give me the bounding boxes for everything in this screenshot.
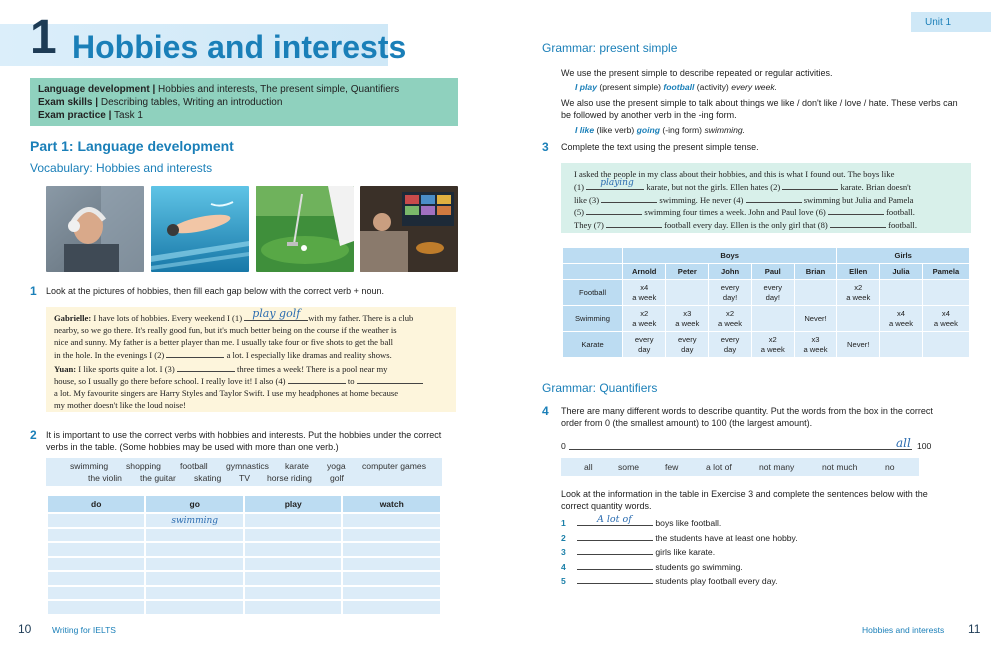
- q3-line3a: like (3): [574, 194, 600, 205]
- quantifier-word: all: [584, 462, 593, 472]
- name-header: Ellen: [837, 264, 880, 280]
- gab-line4b: a lot. I especially like dramas and reality shows.: [226, 349, 392, 360]
- q3-gap-1-answer: playing: [600, 177, 634, 188]
- item-gap[interactable]: [577, 514, 653, 526]
- table-cell: every day!: [709, 280, 752, 306]
- list-item: [561, 516, 798, 531]
- table-cell[interactable]: [47, 586, 145, 601]
- page-number-right: 11: [968, 622, 981, 636]
- unit-number: 1: [30, 11, 57, 64]
- q3-line1: I asked the people in my class about their hobbies, and this is what I found out. The boys like: [574, 169, 895, 179]
- q2-number: 2: [30, 428, 37, 442]
- table-cell: x3 a week: [666, 306, 709, 332]
- table-cell[interactable]: [342, 528, 441, 543]
- hobby-word: horse riding: [267, 473, 312, 483]
- q3-line2b: karate, but not the girls. Ellen hates (2): [646, 181, 781, 192]
- table-cell[interactable]: [47, 542, 145, 557]
- list-item: [561, 574, 798, 589]
- table-cell: x4 a week: [623, 280, 666, 306]
- table-cell[interactable]: [145, 542, 244, 557]
- item-number: 4: [561, 561, 566, 572]
- col-watch: watch: [342, 495, 441, 513]
- table-cell: every day: [623, 332, 666, 358]
- part1-heading: Part 1: Language development: [30, 138, 234, 154]
- table-cell: x2 a week: [751, 332, 794, 358]
- q3-gap-2[interactable]: [782, 181, 838, 190]
- grammar1-p2b: be followed by another verb in the -ing form.: [561, 110, 737, 120]
- table-cell: [922, 280, 969, 306]
- summary-exam-text: Describing tables, Writing an introduction: [100, 97, 283, 108]
- footer-book-title: Writing for IELTS: [52, 625, 116, 635]
- table-cell: Never!: [837, 332, 880, 358]
- table-cell[interactable]: [145, 513, 244, 528]
- quantifier-word: few: [665, 462, 679, 472]
- yuan-label: Yuan:: [54, 363, 77, 374]
- q4-items: [561, 516, 798, 589]
- item-number: 5: [561, 576, 566, 586]
- q4-line1: There are many different words to describe quantity. Put the words from the box in the correct: [561, 406, 933, 416]
- name-header: Julia: [880, 264, 923, 280]
- hobby-word: yoga: [327, 461, 346, 471]
- item-number: 3: [561, 547, 566, 557]
- yuan-line2b: to: [347, 376, 355, 387]
- quantifier-word: a lot of: [706, 462, 732, 472]
- name-header: Pamela: [922, 264, 969, 280]
- q3-text-box: [561, 163, 971, 233]
- list-item: [561, 545, 798, 560]
- item-gap[interactable]: [577, 546, 653, 555]
- yuan-line2a: house, so I usually go there before school. I really love it! I also (4): [54, 376, 286, 387]
- item-text: girls like karate.: [655, 547, 716, 557]
- name-header: John: [709, 264, 752, 280]
- table-cell: [880, 332, 923, 358]
- q3-instruction: Complete the text using the present simple tense.: [561, 142, 759, 152]
- hobby-word: karate: [285, 461, 309, 471]
- gab-line1b: with my father. There is a club: [308, 313, 414, 323]
- table-cell[interactable]: [342, 513, 441, 528]
- q3-gap-7[interactable]: [606, 219, 662, 228]
- item-answer: A lot of: [597, 514, 632, 525]
- table-cell: x2 a week: [623, 306, 666, 332]
- grammar1-p2a: We also use the present simple to talk about things we like / don't like / love / hate. These verbs can: [561, 98, 958, 108]
- name-header: Paul: [751, 264, 794, 280]
- yuan-line1a: I like sports quite a lot. I (3): [78, 363, 175, 374]
- scale-end: 100: [917, 441, 932, 451]
- item-number: 1: [561, 518, 566, 528]
- q3-line2c: karate. Brian doesn't: [840, 181, 912, 192]
- hobby-word: skating: [194, 473, 222, 483]
- item-text: boys like football.: [655, 518, 722, 528]
- photo-tv: [360, 186, 458, 272]
- hobby-word-box: [46, 458, 442, 486]
- photo-headphones: [46, 186, 144, 272]
- item-gap[interactable]: [577, 575, 653, 584]
- ex1-a: I play: [575, 82, 597, 92]
- gab-line2: nearby, so we go there. It's really good fun, but it's much better being on the course if the weather is: [54, 325, 397, 336]
- hobby-word: shopping: [126, 461, 161, 471]
- grammar1-example2: [575, 125, 745, 135]
- q3-number: 3: [542, 140, 549, 154]
- scale-answer: all: [896, 436, 911, 450]
- item-number: 2: [561, 532, 566, 543]
- hobbies-survey-table: [562, 247, 970, 358]
- q3-gap-4[interactable]: [746, 194, 802, 203]
- group-header-boys: Boys: [623, 248, 837, 264]
- grammar1-example1: [575, 82, 777, 92]
- grammar1-p1: We use the present simple to describe repeated or regular activities.: [561, 68, 833, 78]
- q3-line5b: football every day. Ellen is the only girl that (8): [664, 220, 828, 231]
- grammar1-p2: [561, 97, 958, 121]
- summary-exam-label: Exam skills |: [38, 97, 99, 108]
- ex2-d: (-ing form): [662, 125, 703, 135]
- table-cell[interactable]: [47, 557, 145, 572]
- table-corner: [563, 248, 623, 264]
- summary-lang-text: Hobbies and interests, The present simple, Quantifiers: [158, 84, 400, 95]
- gap-1[interactable]: [244, 307, 308, 321]
- gab-line4a: in the hole. In the evenings I (2): [54, 349, 165, 360]
- q3-gap-5[interactable]: [586, 206, 642, 215]
- unit-title: Hobbies and interests: [72, 29, 407, 65]
- q3-line3c: swimming but Julia and Pamela: [803, 194, 914, 205]
- q1-instruction: Look at the pictures of hobbies, then fill each gap below with the correct verb + noun.: [46, 286, 384, 296]
- ex2-b: (like verb): [596, 125, 635, 135]
- q3-line3b: swimming. He never (4): [659, 194, 744, 205]
- table-cell[interactable]: [145, 600, 244, 615]
- scale-start: 0: [561, 441, 566, 451]
- row-header: Football: [563, 280, 623, 306]
- table-cell: Never!: [794, 306, 837, 332]
- gap-3[interactable]: [177, 363, 235, 372]
- page-number-left: 10: [18, 622, 32, 636]
- table-cell: every day: [666, 332, 709, 358]
- q4-inst2: correct quantity words.: [561, 501, 652, 511]
- vocab-heading: Vocabulary: Hobbies and interests: [30, 161, 213, 175]
- table-cell[interactable]: [145, 586, 244, 601]
- table-cell: [880, 280, 923, 306]
- gabrielle-label: Gabrielle:: [54, 313, 92, 323]
- hobby-word: golf: [330, 473, 344, 483]
- col-do: do: [47, 495, 145, 513]
- table-cell[interactable]: [47, 571, 145, 586]
- table-cell[interactable]: [47, 528, 145, 543]
- table-cell[interactable]: [342, 557, 441, 572]
- row-header: Karate: [563, 332, 623, 358]
- table-cell[interactable]: [145, 528, 244, 543]
- q3-gap-3[interactable]: [601, 194, 657, 203]
- ex2-c: going: [636, 125, 661, 135]
- grammar-quantifiers-heading: Grammar: Quantifiers: [542, 381, 658, 395]
- table-cell[interactable]: [244, 586, 342, 601]
- name-header: Brian: [794, 264, 837, 280]
- name-header: Peter: [666, 264, 709, 280]
- table-cell: x4 a week: [922, 306, 969, 332]
- verb-hobby-table: [46, 494, 442, 616]
- yuan-line1b: three times a week! There is a pool near my: [237, 363, 388, 374]
- summary-lang-label: Language development |: [38, 84, 156, 95]
- table-cell: x2 a week: [709, 306, 752, 332]
- table-cell[interactable]: [342, 571, 441, 586]
- q4-sentences-instruction: [561, 488, 928, 512]
- gap-4b[interactable]: [357, 375, 423, 384]
- table-cell: [794, 280, 837, 306]
- table-cell[interactable]: [342, 542, 441, 557]
- footer-unit-title: Hobbies and interests: [862, 625, 945, 635]
- q4-number: 4: [542, 404, 549, 418]
- summary-practice-label: Exam practice |: [38, 110, 112, 121]
- grammar-present-simple-heading: Grammar: present simple: [542, 41, 678, 55]
- q3-line4c: football.: [886, 207, 915, 218]
- q3-gap-8[interactable]: [830, 219, 886, 228]
- hobby-word: TV: [239, 473, 250, 483]
- q4-inst1: Look at the information in the table in Exercise 3 and complete the sentences below with the: [561, 489, 928, 499]
- q3-gap-1[interactable]: [586, 177, 644, 190]
- q1-text-box: [46, 307, 456, 412]
- hobby-word: gymnastics: [226, 461, 269, 471]
- q2-line1: It is important to use the correct verbs with hobbies and interests. Put the hobbies under the correct: [46, 430, 442, 440]
- quantifier-word-box: [561, 458, 919, 476]
- q3-line4b: swimming four times a week. John and Paul love (6): [644, 207, 826, 218]
- table-cell[interactable]: [244, 528, 342, 543]
- list-item: [561, 560, 798, 575]
- example-answer: swimming: [171, 515, 219, 526]
- item-gap[interactable]: [577, 532, 653, 541]
- table-cell: every day: [709, 332, 752, 358]
- ex1-c: football: [663, 82, 695, 92]
- ex2-e: swimming.: [704, 125, 746, 135]
- item-gap[interactable]: [577, 561, 653, 570]
- table-cell: x2 a week: [837, 280, 880, 306]
- table-corner: [563, 264, 623, 280]
- table-cell[interactable]: [342, 600, 441, 615]
- quantifier-word: some: [618, 462, 640, 472]
- gap-4a[interactable]: [288, 375, 346, 384]
- quantifier-word: no: [885, 462, 895, 472]
- photo-golf: [256, 186, 354, 272]
- quantity-scale-line[interactable]: [569, 449, 912, 450]
- ex1-d: (activity): [696, 82, 729, 92]
- item-text: students play football every day.: [655, 576, 778, 586]
- table-cell: x3 a week: [794, 332, 837, 358]
- hobby-word: the guitar: [140, 473, 176, 483]
- hobby-word: computer games: [362, 461, 427, 471]
- table-cell: [666, 280, 709, 306]
- q4-line2: order from 0 (the smallest amount) to 100 (the largest amount).: [561, 418, 813, 428]
- yuan-line3: a lot. My favourite singers are Harry Styles and Taylor Swift. I use my headphones at home because: [54, 388, 399, 399]
- list-item: [561, 531, 798, 546]
- q3-gap-6[interactable]: [828, 206, 884, 215]
- gap-1-answer: play golf: [252, 307, 301, 320]
- hobby-word: swimming: [70, 461, 109, 471]
- col-go: go: [145, 495, 244, 513]
- table-cell: x4 a week: [880, 306, 923, 332]
- table-cell: [837, 306, 880, 332]
- q3-line5c: football.: [888, 220, 917, 231]
- q3-line4a: (5): [574, 207, 585, 218]
- row-header: Swimming: [563, 306, 623, 332]
- table-cell[interactable]: [145, 557, 244, 572]
- hobby-word: football: [180, 461, 208, 471]
- table-cell[interactable]: [47, 513, 145, 528]
- gab-line1a: I have lots of hobbies. Every weekend I (1): [93, 313, 243, 323]
- yuan-line4: my mother doesn't like the loud noise!: [54, 400, 186, 411]
- q2-instruction: [46, 429, 441, 453]
- name-header: Arnold: [623, 264, 666, 280]
- summary-practice-text: Task 1: [114, 110, 143, 121]
- hobby-word: the violin: [88, 473, 122, 483]
- ex1-e: every week.: [731, 82, 778, 92]
- gap-2[interactable]: [166, 349, 224, 358]
- item-text: the students have at least one hobby.: [655, 532, 798, 543]
- quantifier-word: not many: [759, 462, 795, 472]
- table-cell[interactable]: [342, 586, 441, 601]
- unit-summary-box: [30, 78, 458, 126]
- table-cell[interactable]: [244, 571, 342, 586]
- q3-line5a: They (7): [574, 220, 604, 231]
- table-cell[interactable]: [47, 600, 145, 615]
- table-cell: [751, 306, 794, 332]
- photo-swimming: [151, 186, 249, 272]
- table-cell[interactable]: [244, 513, 342, 528]
- quantifier-word: not much: [822, 462, 858, 472]
- item-text: students go swimming.: [655, 561, 743, 572]
- ex1-b: (present simple): [599, 82, 661, 92]
- col-play: play: [244, 495, 342, 513]
- table-cell[interactable]: [244, 557, 342, 572]
- table-cell[interactable]: [244, 542, 342, 557]
- q2-line2: verbs in the table. (Some hobbies may be used with more than one verb.): [46, 442, 339, 452]
- table-cell: every day!: [751, 280, 794, 306]
- q1-number: 1: [30, 284, 37, 298]
- q3-line2a: (1): [574, 181, 585, 192]
- table-cell[interactable]: [145, 571, 244, 586]
- unit-tab: Unit 1: [911, 12, 991, 32]
- table-cell[interactable]: [244, 600, 342, 615]
- ex2-a: I like: [575, 125, 595, 135]
- gab-line3: nice and sunny. My father is a better player than me. I usually take four or five shots to get the ball: [54, 337, 394, 348]
- q4-instruction: [561, 405, 933, 429]
- group-header-girls: Girls: [837, 248, 970, 264]
- table-cell: [922, 332, 969, 358]
